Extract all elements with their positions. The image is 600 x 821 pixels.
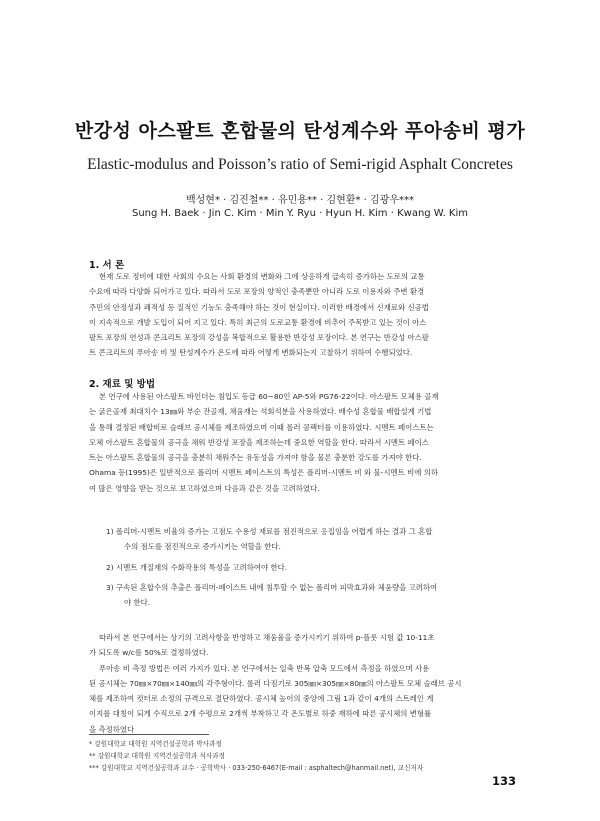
text-line: 야 한다. [124, 598, 151, 608]
text-line: 따라서 본 연구에서는 상기의 고려사항을 반영하고 채움율을 증가시키기 위하여 p-플롯 시험 값 10-11초 [99, 633, 435, 642]
text-line: 을 통해 결정된 배합비로 슬래브 공시체를 제조하였으며 이때 롤러 콤팩터를 이용하였다. 시멘트 페이스트는 [89, 422, 434, 432]
page-number: 133 [492, 774, 517, 788]
text-line: 는 굵은골재 최대치수 13㎜와 부순 잔골재, 채움재는 석회석분을 사용하였다. 배수성 혼합물 배합설계 기법 [89, 407, 432, 417]
list-item-3 [106, 580, 514, 611]
text-line: 1) 폴리머-시멘트 비율의 증가는 고점도 수용성 재료를 점진적으로 응집임을 어렵게 하는 결과 그 혼합 [106, 527, 433, 536]
text-line: 체를 제조하여 컷터로 소정의 규격으로 절단하였다. 공시체 높이의 중앙에 그림 1과 같이 4개의 스트레인 게 [89, 694, 434, 704]
authors-korean: 백성현* · 김진철** · 유민용** · 김현환* · 김광우*** [185, 195, 415, 206]
section-1-heading: 1. 서 론 [89, 260, 125, 271]
text-line: 이 지속적으로 개발 도입이 되어 지고 있다. 특히 최근의 도로교통 환경에 비추어 주목받고 있는 것이 아스 [89, 317, 427, 327]
text-line: 현재 도로 정비에 대한 사회의 수요는 사회 환경의 변화와 그에 상응하게 급속히 증가하는 도로의 교통 [99, 272, 425, 281]
list-item-2 [106, 560, 514, 575]
text-line: 3) 구속된 혼합수의 추출은 폴리머-페이스트 내에 침투할 수 없는 폴리머 피막효과와 체움량을 고려하여 [106, 583, 438, 592]
text-line: 수의 점도를 점진적으로 증가시키는 역할을 한다. [124, 542, 281, 552]
paper-title-korean: 반강성 아스팔트 혼합물의 탄성계수와 푸아송비 평가 [74, 120, 526, 142]
section-2-body-continued [89, 630, 513, 737]
text-line: 수요에 따라 다양화 되어가고 있다. 따라서 도로 포장의 양적인 충족뿐만 아니라 도로 이용자와 주변 환경 [89, 287, 425, 297]
text-line: 여 많은 영향을 받는 것으로 보고하였으며 다음과 같은 것을 고려하였다. [89, 483, 320, 493]
text-line: 주민의 안정성과 쾌적성 등 질적인 기능도 충족해야 하는 것이 현실이다. 이러한 배경에서 신재료와 신공법 [89, 302, 429, 312]
text-line: 본 연구에 사용된 아스팔트 바인더는 침입도 등급 60~80인 AP-5와 PG76-22이다. 아스팔트 모체용 골재 [99, 392, 439, 401]
section-2-heading: 2. 재료 및 방법 [89, 379, 156, 390]
paper-title-english: Elastic-modulus and Poisson’s ratio of Semi-rigid Asphalt Concretes [87, 156, 513, 173]
authors-english: Sung H. Baek · Jin C. Kim · Min Y. Ryu · Hyun H. Kim · Kwang W. Kim [132, 208, 468, 219]
text-line: 이지를 대칭이 되게 수직으로 2개 수평으로 2개씩 부착하고 각 온도별로 하중 재하에 따른 공시체의 변형률 [89, 709, 432, 719]
text-line: 을 측정하였다 [89, 724, 135, 734]
text-line: Ohama 등(1995)은 일반적으로 폴리머 시멘트 페이스트의 특성은 폴리머-시멘트 비 와 물-시멘트 비에 의하 [89, 468, 439, 478]
text-line: 팔트 포장의 연성과 콘크리트 포장의 강성을 복합적으로 활용한 반강성 포장이다. 본 연구는 반강성 아스팔 [89, 333, 429, 343]
text-line: 트 콘크리트의 푸아송 비 및 탄성계수가 온도에 따라 어떻게 변화되는지 고찰하기 위하여 수행되었다. [89, 348, 413, 358]
section-1-body [89, 269, 513, 361]
list-item-1 [106, 524, 514, 555]
text-line: 트는 아스팔트 혼합물의 공극을 충분히 채워주는 유동성을 가져야 함을 물론 충분한 강도를 가져야 한다. [89, 453, 422, 463]
text-line: 모체 아스팔트 혼합물의 공극을 채워 반강성 포장을 제조하는데 중요한 역할을 한다. 따라서 시멘트 페이스 [89, 437, 429, 447]
section-2-body [89, 389, 513, 496]
text-line: 2) 시멘트 개질재의 수화작용의 특성을 고려하여야 한다. [106, 563, 288, 572]
footnote-divider [89, 734, 209, 735]
text-line: 가 되도록 w/c를 50%로 결정하였다. [89, 648, 209, 658]
footnote-2: ** 강원대학교 대학원 지역건설공학과 석사과정 [89, 752, 225, 760]
footnote-1: * 강원대학교 대학원 지역건설공학과 박사과정 [89, 740, 222, 748]
text-line: 푸아송 비 측정 방법은 여러 가지가 있다. 본 연구에서는 일축 반복 압축 모드에서 측정을 하였으며 사용 [99, 663, 430, 673]
footnote-3: *** 강원대학교 지역건설공학과 교수 · 공학박사 · 033-250-6467(E-mail : asphaltech@hanmail.net), 교신저자 [89, 764, 424, 772]
text-line: 된 공시체는 70㎜×70㎜×140㎜의 각주형이다. 롤러 다짐기로 305㎜×305㎜×80㎜의 아스팔트 모체 슬래브 공시 [89, 678, 462, 688]
